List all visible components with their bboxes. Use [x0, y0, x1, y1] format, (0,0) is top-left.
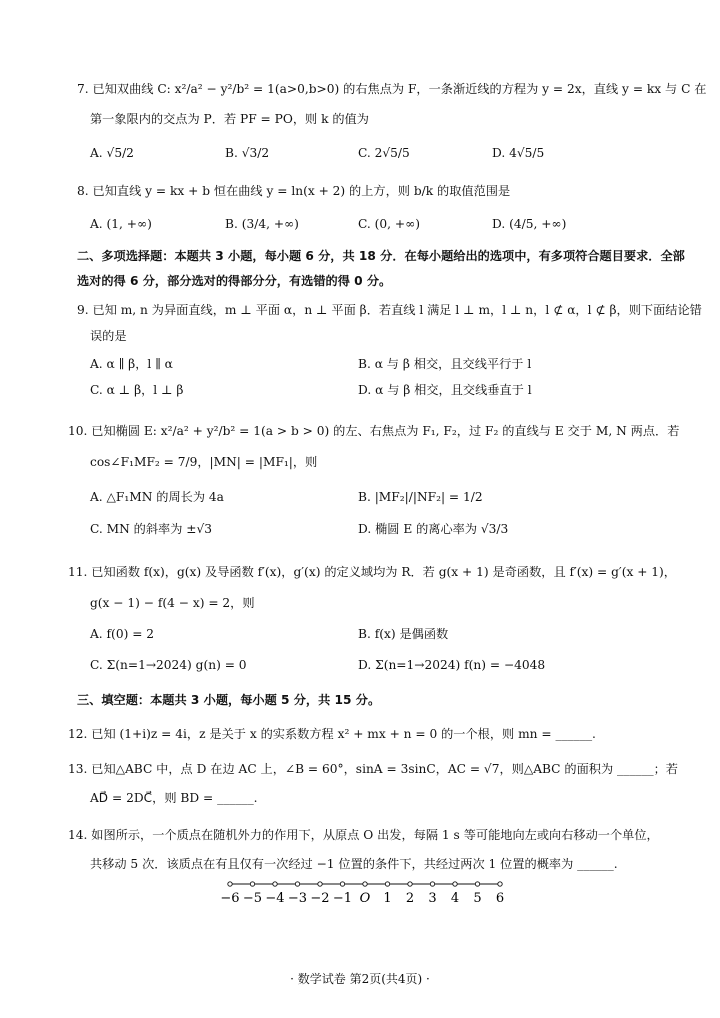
q8-option-b: B. (3/4, +∞): [225, 217, 299, 231]
q14-line2: 共移动 5 次．该质点在有且仅有一次经过 −1 位置的条件下，共经过两次 1 位置的概率为 ______.: [90, 857, 618, 871]
number-line-label: −5: [242, 891, 263, 906]
q13-line1: 13. 已知△ABC 中，点 D 在边 AC 上，∠B = 60°，sinA = 3sinC，AC = √7，则△ABC 的面积为 ______；若: [68, 762, 678, 776]
number-line-figure: [210, 876, 510, 910]
q7-option-b: B. √3/2: [225, 146, 270, 160]
q9-line2: 误的是: [90, 329, 127, 343]
number-line-label: 3: [428, 891, 437, 906]
q8-option-d: D. (4/5, +∞): [492, 217, 567, 231]
number-line-label: 2: [405, 891, 415, 906]
q7-option-d: D. 4√5/5: [492, 146, 545, 160]
number-line-label: 1: [383, 891, 392, 906]
q13-line2: AD⃗ = 2DC⃗，则 BD = ______.: [90, 791, 258, 805]
number-line-point: [475, 882, 479, 886]
q14-line1: 14. 如图所示，一个质点在随机外力的作用下，从原点 O 出发，每隔 1 s 等可能地向左或向右移动一个单位，: [68, 828, 659, 842]
q11-line1: 11. 已知函数 f(x)，g(x) 及导函数 f′(x)，g′(x) 的定义域均为 R．若 g(x + 1) 是奇函数，且 f′(x) = g′(x + 1)，: [68, 565, 676, 579]
q7-line1: 7. 已知双曲线 C: x²/a² − y²/b² = 1(a>0,b>0) 的右焦点为 F，一条渐近线的方程为 y = 2x，直线 y = kx 与 C 在: [77, 82, 707, 96]
q12-line1: 12. 已知 (1+i)z = 4i，z 是关于 x 的实系数方程 x² + mx + n = 0 的一个根，则 mn = ______.: [68, 727, 596, 741]
number-line-point: [430, 882, 434, 886]
number-line-label: −4: [265, 891, 285, 906]
q8-option-c: C. (0, +∞): [358, 217, 421, 231]
q9-option-a: A. α ∥ β，l ∥ α: [90, 357, 173, 371]
number-line-label: −3: [287, 891, 308, 906]
number-line-point: [295, 882, 299, 886]
number-line-label: O: [359, 891, 371, 906]
q7-line2: 第一象限内的交点为 P．若 PF = PO，则 k 的值为: [90, 112, 369, 126]
q10-line2: cos∠F₁MF₂ = 7/9，|MN| = |MF₁|，则: [90, 455, 318, 469]
number-line-label: 4: [450, 891, 460, 906]
q11-option-a: A. f(0) = 2: [90, 627, 155, 641]
number-line-label: −2: [310, 891, 330, 906]
number-line-point: [453, 882, 457, 886]
number-line-label: 5: [473, 891, 482, 906]
q8-line1: 8. 已知直线 y = kx + b 恒在曲线 y = ln(x + 2) 的上方，则 b/k 的取值范围是: [77, 184, 511, 198]
q11-option-c: C. Σ(n=1→2024) g(n) = 0: [90, 658, 247, 672]
q7-option-c: C. 2√5/5: [358, 146, 410, 160]
q9-option-d: D. α 与 β 相交，且交线垂直于 l: [358, 383, 532, 397]
q10-option-d: D. 椭圆 E 的离心率为 √3/3: [358, 522, 509, 536]
q7-option-a: A. √5/2: [90, 146, 134, 160]
q11-option-b: B. f(x) 是偶函数: [358, 627, 449, 641]
q11-line2: g(x − 1) − f(4 − x) = 2，则: [90, 596, 255, 610]
number-line-label: 6: [495, 891, 505, 906]
number-line-point: [250, 882, 254, 886]
q9-option-b: B. α 与 β 相交，且交线平行于 l: [358, 357, 532, 371]
number-line-point: [363, 882, 367, 886]
number-line-point: [385, 882, 389, 886]
q8-option-a: A. (1, +∞): [90, 217, 152, 231]
q10-option-a: A. △F₁MN 的周长为 4a: [90, 490, 224, 504]
q9-line1: 9. 已知 m, n 为异面直线，m ⊥ 平面 α，n ⊥ 平面 β．若直线 l 满足 l ⊥ m，l ⊥ n，l ⊄ α，l ⊄ β，则下面结论错: [77, 303, 702, 317]
number-line-point: [228, 882, 232, 886]
section-2-header-line2: 选对的得 6 分，部分选对的得部分分，有选错的得 0 分。: [77, 274, 392, 288]
q10-option-b: B. |MF₂|/|NF₂| = 1/2: [358, 490, 483, 504]
page-footer: · 数学试卷 第2页(共4页) ·: [290, 972, 430, 986]
number-line-point: [340, 882, 344, 886]
number-line-point: [408, 882, 412, 886]
number-line-point: [273, 882, 277, 886]
number-line-label: −6: [220, 891, 240, 906]
section-2-header-line1: 二、多项选择题：本题共 3 小题，每小题 6 分，共 18 分．在每小题给出的选项中，有多项符合题目要求．全部: [77, 249, 685, 263]
number-line-label: −1: [332, 891, 353, 906]
q10-option-c: C. MN 的斜率为 ±√3: [90, 522, 213, 536]
section-3-header: 三、填空题：本题共 3 小题，每小题 5 分，共 15 分。: [77, 693, 381, 707]
q9-option-c: C. α ⊥ β，l ⊥ β: [90, 383, 184, 397]
q11-option-d: D. Σ(n=1→2024) f(n) = −4048: [358, 658, 546, 672]
number-line-point: [498, 882, 502, 886]
q10-line1: 10. 已知椭圆 E: x²/a² + y²/b² = 1(a > b > 0) 的左、右焦点为 F₁, F₂，过 F₂ 的直线与 E 交于 M, N 两点．若: [68, 424, 680, 438]
number-line-point: [318, 882, 322, 886]
